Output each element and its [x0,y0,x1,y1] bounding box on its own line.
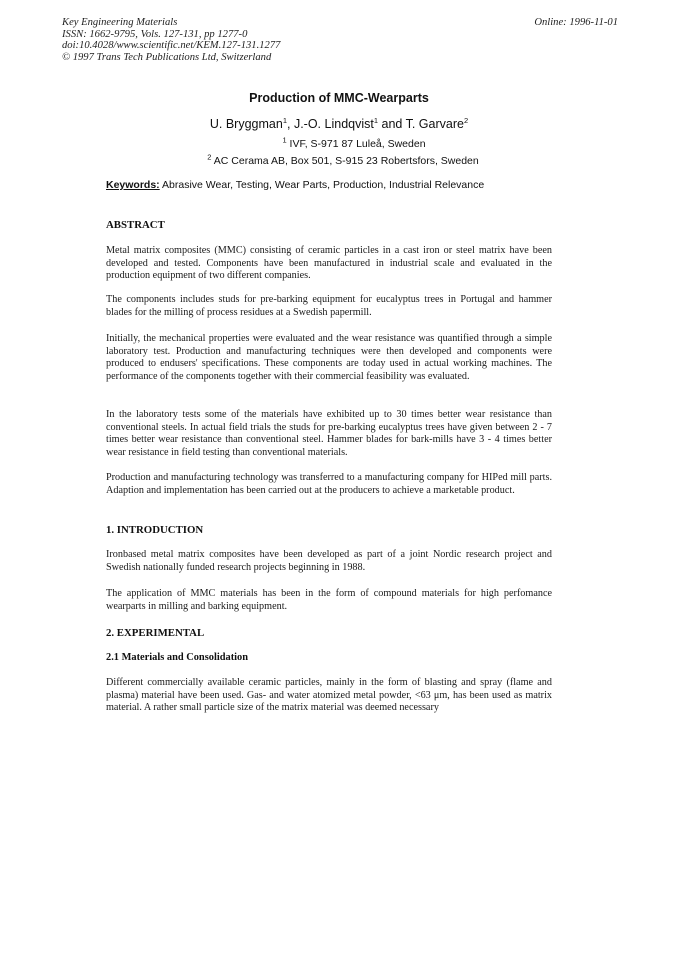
paragraph-text: Production and manufacturing technology was transferred to a manufacturing company for HIPed mill parts. Adaption and implementation has been carried out at the producers to achieve a marketable product. [106,472,552,496]
author-separator: , [287,117,294,131]
publication-metadata [62,17,280,63]
author-affiliation-mark: 1 [373,115,379,125]
affiliation-text: IVF, S-971 87 Luleå, Sweden [289,138,426,150]
abstract-paragraph [106,333,552,383]
journal-name: Key Engineering Materials [62,17,178,28]
paragraph-text: Initially, the mechanical properties were evaluated and the wear resistance was quantified through a simple laboratory test. Production and manufacturing techniques were then developed and components were produced to endusers' specifications. These components are today used in actual working machines. The performance of the components together with their commercial feasibility was evaluated. [106,333,552,382]
paragraph-text: Different commercially available ceramic particles, mainly in the form of blasting and spray (flame and plasma) material have been used. Gas- and water atomized metal powder, <63 μm, has been used as matrix material. A rather small particle size of the matrix material was deemed necessary [106,677,552,714]
paragraph-text: The application of MMC materials has been in the form of compound materials for high perfomance wearparts in milling and barking equipment. [106,588,552,612]
introduction-heading: 1. INTRODUCTION [106,524,204,536]
affiliation-mark: 1 [282,135,287,145]
paper-title: Production of MMC-Wearparts [249,91,429,105]
author-list [0,117,678,131]
keywords-text: Abrasive Wear, Testing, Wear Parts, Production, Industrial Relevance [159,179,485,191]
author-affiliation-mark: 2 [463,115,469,125]
online-date: Online: 1996-11-01 [534,17,618,28]
paragraph-text: In the laboratory tests some of the materials have exhibited up to 30 times better wear resistance than conventional steels. In actual field trials the studs for pre-barking eucalyptus trees have given between 2 - 7 times better wear resistance than conventional steel. Hammer blades for bark-mills have 3 - 4 times better wear resistance in field testing than conventional materials. [106,409,552,458]
affiliation [0,135,678,150]
author-name: U. Bryggman [209,117,283,131]
abstract-heading: ABSTRACT [106,219,165,231]
experimental-paragraph [106,677,552,715]
introduction-paragraph [106,588,552,613]
author-separator: and [378,117,406,131]
keywords-label: Keywords: [106,179,160,191]
author-name: J.-O. Lindqvist [293,117,374,131]
paragraph-text: Metal matrix composites (MMC) consisting of ceramic particles in a cast iron or steel matrix have been developed and tested. Components have been manufactured in industrial scale and evaluated in the production equipment of two different companies. [106,245,552,282]
abstract-paragraph [106,294,552,319]
materials-subheading: 2.1 Materials and Consolidation [106,652,249,663]
paragraph-text: The components includes studs for pre-barking equipment for eucalyptus trees in Portugal and hammer blades for the milling of process residues at a Swedish papermill. [106,294,552,318]
copyright-line: © 1997 Trans Tech Publications Ltd, Switzerland [62,51,272,63]
affiliation-mark: 2 [207,152,212,162]
issn-line: ISSN: 1662-9795, Vols. 127-131, pp 1277-0 [62,28,248,40]
author-affiliation-mark: 1 [282,115,287,125]
affiliation [0,152,678,167]
experimental-heading: 2. EXPERIMENTAL [106,627,205,639]
abstract-paragraph [106,472,552,497]
affiliation-text: AC Cerama AB, Box 501, S-915 23 Robertsfors, Sweden [213,155,479,167]
paragraph-text: Ironbased metal matrix composites have been developed as part of a joint Nordic research project and Swedish nationally funded research projects beginning in 1988. [106,549,552,573]
author-name: T. Garvare [405,117,464,131]
abstract-paragraph [106,245,552,283]
keywords-line [106,179,484,191]
introduction-paragraph [106,549,552,574]
abstract-paragraph [106,409,552,459]
doi-line: doi:10.4028/www.scientific.net/KEM.127-131.1277 [62,40,281,51]
